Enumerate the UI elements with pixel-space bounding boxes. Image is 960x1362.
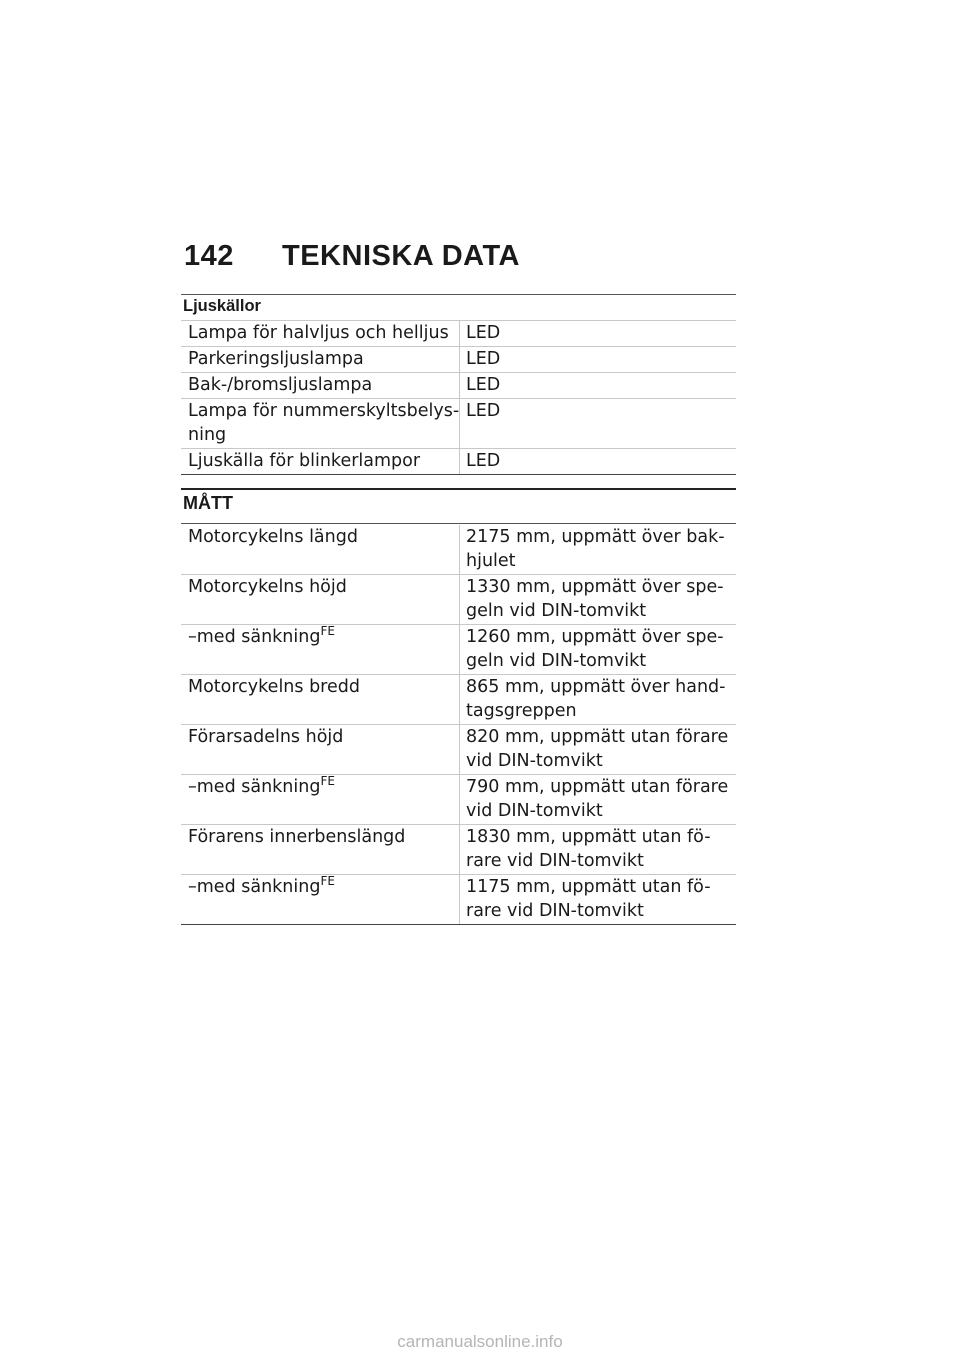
row-value <box>460 347 737 373</box>
lights-heading: Ljuskällor <box>183 297 261 315</box>
footnote-marker: FE <box>320 874 335 888</box>
cell-line: 790 mm, uppmätt utan förare <box>466 777 729 797</box>
row-label-text: Förarens innerbenslängd <box>188 827 406 847</box>
cell-line: vid DIN-tomvikt <box>466 751 603 771</box>
row-label <box>181 399 460 449</box>
cell-line: Bak-/bromsljuslampa <box>188 375 373 395</box>
row-label <box>181 825 460 875</box>
row-label <box>181 775 460 825</box>
row-label-text: Motorcykelns bredd <box>188 677 360 697</box>
row-value <box>460 875 737 925</box>
table-row <box>181 725 736 775</box>
cell-line: geln vid DIN-tomvikt <box>466 601 647 621</box>
row-label <box>181 675 460 725</box>
row-label-text: Motorcykelns längd <box>188 527 358 547</box>
cell-line: LED <box>466 451 501 471</box>
page-header <box>184 240 520 273</box>
cell-line: rare vid DIN-tomvikt <box>466 901 644 921</box>
dimensions-heading-rule <box>181 523 736 524</box>
row-label <box>181 373 460 399</box>
cell-line: tagsgreppen <box>466 701 577 721</box>
row-label <box>181 725 460 775</box>
row-value <box>460 725 737 775</box>
cell-line: rare vid DIN-tomvikt <box>466 851 644 871</box>
footnote-marker: FE <box>320 624 335 638</box>
table-row <box>181 525 736 575</box>
dimensions-top-rule <box>181 488 736 490</box>
cell-line: hjulet <box>466 551 516 571</box>
dimensions-heading: MÅTT <box>183 493 233 513</box>
cell-line: Lampa för nummerskyltsbelys- <box>188 401 460 421</box>
cell-line: Lampa för halvljus och helljus <box>188 323 449 343</box>
row-value <box>460 321 737 347</box>
cell-line: LED <box>466 375 501 395</box>
cell-line: 820 mm, uppmätt utan förare <box>466 727 729 747</box>
watermark: carmanualsonline.info <box>397 1332 563 1351</box>
row-value <box>460 373 737 399</box>
row-label-text: –med sänkning <box>188 627 321 647</box>
cell-line: 1330 mm, uppmätt över spe- <box>466 577 724 597</box>
footnote-marker: FE <box>320 774 335 788</box>
row-label-text: –med sänkning <box>188 777 321 797</box>
table-row <box>181 675 736 725</box>
cell-line: Parkeringsljuslampa <box>188 349 364 369</box>
table-row <box>181 875 736 925</box>
cell-line: ning <box>188 425 227 445</box>
table-row <box>181 347 736 373</box>
cell-line: LED <box>466 401 501 421</box>
row-label <box>181 525 460 575</box>
row-label-text: Motorcykelns höjd <box>188 577 347 597</box>
page-number: 142 <box>184 240 234 272</box>
lights-table <box>181 321 736 475</box>
table-row <box>181 625 736 675</box>
cell-line: vid DIN-tomvikt <box>466 801 603 821</box>
row-label <box>181 875 460 925</box>
row-value <box>460 525 737 575</box>
row-value <box>460 399 737 449</box>
dimensions-table <box>181 525 736 925</box>
row-label <box>181 625 460 675</box>
cell-line: 865 mm, uppmätt över hand- <box>466 677 726 697</box>
row-value <box>460 675 737 725</box>
row-value <box>460 449 737 475</box>
cell-line: Ljuskälla för blinkerlampor <box>188 451 421 471</box>
cell-line: 2175 mm, uppmätt över bak- <box>466 527 725 547</box>
row-value <box>460 825 737 875</box>
row-label-text: –med sänkning <box>188 877 321 897</box>
cell-line: 1260 mm, uppmätt över spe- <box>466 627 724 647</box>
cell-line: 1175 mm, uppmätt utan fö- <box>466 877 711 897</box>
row-value <box>460 575 737 625</box>
table-row <box>181 575 736 625</box>
row-value <box>460 775 737 825</box>
page-title: TEKNISKA DATA <box>282 240 520 272</box>
table-row <box>181 399 736 449</box>
row-value <box>460 625 737 675</box>
table-row <box>181 449 736 475</box>
cell-line: 1830 mm, uppmätt utan fö- <box>466 827 711 847</box>
table-row <box>181 321 736 347</box>
row-label <box>181 575 460 625</box>
row-label <box>181 449 460 475</box>
row-label-text: Förarsadelns höjd <box>188 727 344 747</box>
cell-line: geln vid DIN-tomvikt <box>466 651 647 671</box>
table-row <box>181 775 736 825</box>
table-row <box>181 825 736 875</box>
table-row <box>181 373 736 399</box>
lights-top-rule <box>181 294 736 295</box>
cell-line: LED <box>466 349 501 369</box>
row-label <box>181 321 460 347</box>
row-label <box>181 347 460 373</box>
cell-line: LED <box>466 323 501 343</box>
